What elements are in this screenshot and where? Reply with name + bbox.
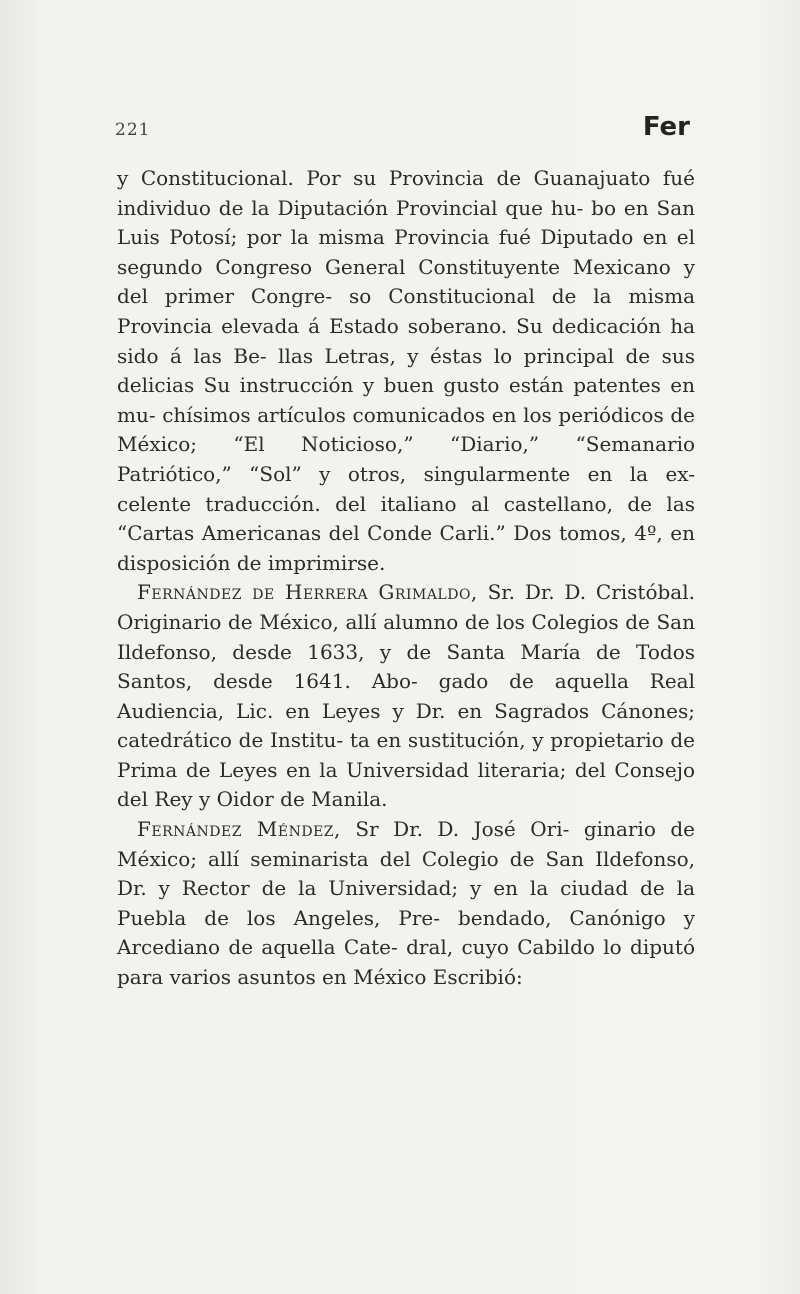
running-head: Fer [642, 112, 690, 142]
entry-name: Fernández Méndez, [137, 817, 341, 842]
entry-fernandez-mendez [117, 815, 695, 993]
body-text [117, 164, 695, 993]
paragraph-continuation: y Constitucional. Por su Provincia de Guanajuato fué individuo de la Diputación Provincial que hu- bo en San Luis Potosí; por la misma Provincia fué Diputado en el segundo Congreso General Constituyente Mexicano y del primer Congre- so Constitucional de la misma Provincia elevada á Estado soberano. Su dedicación ha sido á las Be- llas Letras, y éstas lo principal de sus delicias Su instrucción y buen gusto están patentes en mu- chísimos artículos comunicados en los periódicos de México; “El Noticioso,” “Diario,” “Semanario Patriótico,” “Sol” y otros, singularmente en la ex- celente traducción. del italiano al castellano, de las “Cartas Americanas del Conde Carli.” Dos tomos, 4º, en disposición de imprimirse. [117, 166, 695, 575]
entry-text: Sr. Dr. D. Cristóbal. Originario de México, allí alumno de los Colegios de San Ildefonso, desde 1633, y de Santa María de Todos Santos, desde 1641. Abo- gado de aquella Real Audiencia, Lic. en Leyes y Dr. en Sagrados Cánones; catedrático de Institu- ta en sustitución, y propietario de Prima de Leyes en la Universidad literaria; del Consejo del Rey y Oidor de Manila. [117, 580, 695, 812]
page-header [115, 112, 690, 152]
entry-name: Fernández de Herrera Grimaldo, [137, 580, 478, 605]
entry-fernandez-de-herrera-grimaldo [117, 578, 695, 815]
page-number: 221 [115, 120, 151, 140]
entry-text: Sr Dr. D. José Ori- ginario de México; allí seminarista del Colegio de San Ildefonso, Dr. y Rector de la Universidad; y en la ciudad de la Puebla de los Angeles, Pre- bendado, Canónigo y Arcediano de aquella Cate- dral, cuyo Cabildo lo diputó para varios asuntos en México Escribió: [117, 817, 695, 990]
